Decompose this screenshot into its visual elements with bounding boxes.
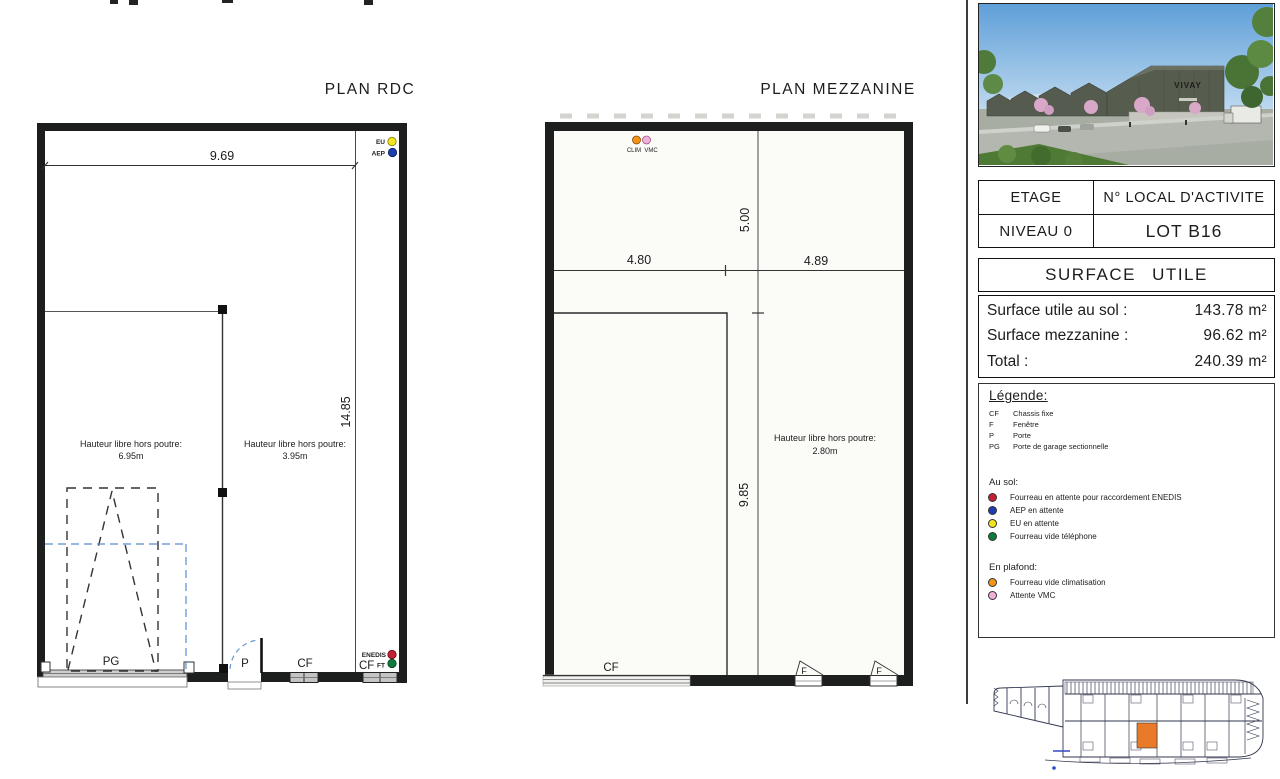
- enedis-legend-dot-icon: [988, 493, 997, 502]
- etage-header-cell: ETAGE: [1010, 189, 1062, 206]
- rdc-utility-ft: [359, 659, 396, 672]
- legend-floor-items: [988, 491, 1182, 543]
- surface-mezzanine-value: 96.62 m²: [1203, 327, 1267, 345]
- surface-sol-label: Surface utile au sol :: [987, 301, 1128, 319]
- lot-info-table: [978, 180, 1275, 248]
- legend-abbrev-cf: [989, 408, 1108, 419]
- svg-text:Hauteur libre hors poutre:: Hauteur libre hors poutre:: [773, 433, 877, 443]
- vmc-legend-dot-icon: [988, 591, 997, 600]
- abbrev-p: P: [989, 431, 995, 440]
- mezz-label-f1: F: [801, 666, 807, 676]
- surface-sol-value: 143.78 m²: [1194, 301, 1267, 319]
- mezz-label-cf: CF: [603, 662, 619, 674]
- mezz-label-f2: F: [876, 666, 882, 676]
- legend-item-enedis: [988, 491, 1182, 504]
- plan-mezzanine-title: PLAN MEZZANINE: [760, 81, 916, 98]
- rdc-label-cf: CF: [297, 658, 313, 670]
- legend-ceiling-items: [988, 576, 1106, 602]
- rdc-dim-height-label: 14.85: [339, 396, 353, 428]
- mezz-floor: [554, 131, 904, 675]
- vmc-dot-icon: [643, 136, 651, 144]
- site-key-plan: [985, 664, 1277, 774]
- surface-row-total: [979, 353, 1274, 371]
- surface-table: [978, 295, 1275, 378]
- abbrev-pg: PG: [989, 442, 1000, 451]
- aep-legend-label: AEP en attente: [1010, 506, 1064, 515]
- surface-total-label: Total :: [987, 353, 1029, 371]
- site-key-plan-drawing: [985, 664, 1277, 774]
- svg-text:EU: EU: [375, 139, 385, 146]
- rdc-clearance-left: [80, 439, 182, 461]
- legend-abbreviations: [989, 408, 1108, 452]
- mezz-dim-left-label: 4.80: [626, 253, 652, 267]
- enedis-legend-label: Fourreau en attente pour raccordement ENEDIS: [1010, 493, 1182, 502]
- clim-legend-label: Fourreau vide climatisation: [1010, 578, 1106, 587]
- telephone-legend-dot-icon: [988, 532, 997, 541]
- plan-rdc-title: PLAN RDC: [324, 81, 416, 98]
- legend-item-aep: [988, 504, 1182, 517]
- legend-title: Légende:: [989, 388, 1048, 403]
- legend-box: [978, 383, 1275, 638]
- rdc-utility-aep: [372, 148, 397, 157]
- svg-text:2.80m: 2.80m: [812, 446, 838, 456]
- abbrev-cf-label: Chassis fixe: [1013, 409, 1054, 418]
- legend-item-telephone: [988, 530, 1182, 543]
- rdc-dimensions: [42, 131, 358, 672]
- mezz-dim-right-label: 4.89: [803, 254, 829, 268]
- abbrev-p-label: Porte: [1013, 431, 1031, 440]
- eu-legend-dot-icon: [988, 519, 997, 528]
- clim-dot-icon: [633, 136, 641, 144]
- abbrev-f: F: [989, 420, 994, 429]
- rdc-utility-enedis: [362, 650, 396, 659]
- lot-value-cell: LOT B16: [1093, 214, 1274, 247]
- panel-divider: [966, 0, 968, 704]
- svg-text:VMC: VMC: [644, 148, 658, 154]
- surface-row-sol: [979, 302, 1274, 320]
- eu-legend-label: EU en attente: [1010, 519, 1059, 528]
- legend-item-vmc: [988, 589, 1106, 602]
- legend-item-clim: [988, 576, 1106, 589]
- rdc-utility-eu: [376, 137, 396, 146]
- mezz-dim-bottom-label: 9.85: [737, 482, 751, 508]
- svg-text:6.95m: 6.95m: [118, 451, 144, 461]
- legend-ceiling-title: En plafond:: [989, 562, 1038, 573]
- aep-legend-dot-icon: [988, 506, 997, 515]
- building-photo-rendering: [979, 4, 1273, 165]
- legend-abbrev-f: [989, 419, 1108, 430]
- enedis-dot-icon: [388, 650, 396, 658]
- svg-text:ENEDIS: ENEDIS: [361, 652, 386, 659]
- abbrev-cf: CF: [989, 409, 999, 418]
- vmc-legend-label: Attente VMC: [1010, 591, 1056, 600]
- surface-mezzanine-label: Surface mezzanine :: [987, 327, 1129, 345]
- legend-item-eu: [988, 517, 1182, 530]
- abbrev-pg-label: Porte de garage sectionnelle: [1013, 442, 1109, 451]
- svg-text:CLIM: CLIM: [626, 148, 642, 154]
- mezz-cf-sill: [543, 675, 690, 686]
- mezz-dim-top-label: 5.00: [738, 207, 752, 233]
- legend-abbrev-pg: [989, 441, 1108, 452]
- svg-text:AEP: AEP: [371, 150, 385, 158]
- svg-text:FT: FT: [377, 662, 385, 670]
- abbrev-f-label: Fenêtre: [1013, 420, 1039, 429]
- svg-text:VIVAY: VIVAY: [1174, 81, 1202, 90]
- svg-text:CF: CF: [359, 660, 375, 672]
- clim-legend-dot-icon: [988, 578, 997, 587]
- rdc-garage-clearance-blue: [45, 544, 186, 669]
- ft-dot-icon: [388, 659, 396, 667]
- rdc-dim-width-label: 9.69: [209, 149, 235, 163]
- plan-mezzanine: [543, 81, 916, 686]
- svg-text:Hauteur libre hors poutre:: Hauteur libre hors poutre:: [79, 439, 183, 449]
- surface-total-value: 240.39 m²: [1194, 353, 1267, 371]
- svg-text:Hauteur libre hors poutre:: Hauteur libre hors poutre:: [243, 439, 347, 449]
- eu-dot-icon: [388, 137, 396, 145]
- telephone-legend-label: Fourreau vide téléphone: [1010, 532, 1097, 541]
- scan-artifact-marks: [110, 0, 373, 5]
- rdc-clearance-right: [244, 439, 346, 461]
- surface-row-mezzanine: [979, 327, 1274, 345]
- building-photo: [978, 3, 1275, 167]
- rdc-garage-door-symbol: [67, 488, 158, 672]
- legend-floor-title: Au sol:: [989, 477, 1019, 488]
- aep-dot-icon: [388, 148, 396, 156]
- rdc-label-pg: PG: [102, 656, 120, 668]
- niveau-value-cell: NIVEAU 0: [979, 214, 1093, 247]
- surface-table-title: SURFACE UTILE: [978, 258, 1275, 292]
- plan-rdc: [37, 81, 415, 689]
- svg-text:3.95m: 3.95m: [282, 451, 308, 461]
- legend-abbrev-p: [989, 430, 1108, 441]
- highlighted-lot-b16: [1137, 723, 1157, 748]
- rdc-label-p: P: [241, 658, 249, 670]
- local-header-cell: N° LOCAL D'ACTIVITE: [1093, 181, 1274, 214]
